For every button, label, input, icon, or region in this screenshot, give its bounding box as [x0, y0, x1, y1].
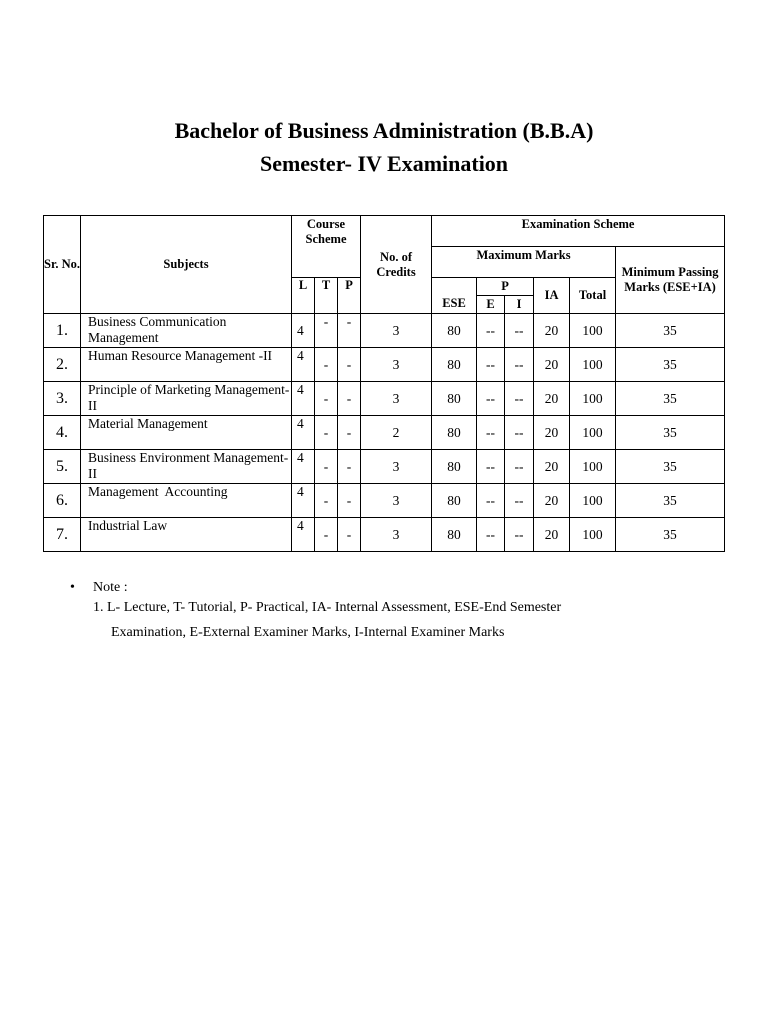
subject-cell: Industrial Law — [81, 518, 292, 552]
sr-cell: 4. — [44, 416, 81, 450]
subject-cell: Business Environment Management-II — [81, 450, 292, 484]
total-cell: 100 — [570, 484, 616, 518]
table-row — [44, 314, 725, 348]
ia-cell: 20 — [534, 348, 570, 382]
i-cell: -- — [505, 314, 534, 348]
e-cell: -- — [477, 450, 505, 484]
subject-cell: Material Management — [81, 416, 292, 450]
total-cell: 100 — [570, 416, 616, 450]
ese-cell: 80 — [432, 348, 477, 382]
e-header: E — [477, 296, 505, 314]
credits-cell: 3 — [361, 484, 432, 518]
ia-cell: 20 — [534, 416, 570, 450]
table-row — [44, 484, 725, 518]
credits-cell: 3 — [361, 314, 432, 348]
l-cell: 4 — [292, 382, 315, 416]
e-cell: -- — [477, 416, 505, 450]
credits-cell: 3 — [361, 382, 432, 416]
bullet-icon: • — [70, 580, 75, 595]
table-row — [44, 416, 725, 450]
p-cell: - — [338, 518, 361, 552]
min-passing-cell: 35 — [616, 518, 725, 552]
total-cell: 100 — [570, 348, 616, 382]
e-cell: -- — [477, 314, 505, 348]
sr-cell: 5. — [44, 450, 81, 484]
ese-cell: 80 — [432, 382, 477, 416]
credits-cell: 3 — [361, 450, 432, 484]
table-row — [44, 382, 725, 416]
i-cell: -- — [505, 450, 534, 484]
min-passing-header: Minimum Passing Marks (ESE+IA) — [616, 247, 725, 314]
note-label: Note : — [93, 580, 128, 595]
t-cell: - — [315, 348, 338, 382]
ia-cell: 20 — [534, 450, 570, 484]
ia-cell: 20 — [534, 518, 570, 552]
ia-header: IA — [534, 278, 570, 314]
table-row — [44, 450, 725, 484]
i-cell: -- — [505, 348, 534, 382]
t-cell: - — [315, 450, 338, 484]
total-cell: 100 — [570, 450, 616, 484]
sr-no-header: Sr. No. — [44, 216, 81, 314]
p-cell: - — [338, 484, 361, 518]
l-cell: 4 — [292, 314, 315, 348]
note-text-line2: Examination, E-External Examiner Marks, I-Internal Examiner Marks — [111, 625, 505, 640]
ese-cell: 80 — [432, 416, 477, 450]
e-cell: -- — [477, 518, 505, 552]
ese-header: ESE — [432, 278, 477, 314]
l-cell: 4 — [292, 484, 315, 518]
credits-header: No. of Credits — [361, 216, 432, 314]
ia-cell: 20 — [534, 314, 570, 348]
p-cell: - — [338, 382, 361, 416]
subject-cell: Human Resource Management -II — [81, 348, 292, 382]
exam-scheme-table — [43, 215, 725, 552]
p-header: P — [338, 278, 361, 314]
document-subtitle: Semester- IV Examination — [259, 151, 509, 176]
t-cell: - — [315, 416, 338, 450]
l-cell: 4 — [292, 450, 315, 484]
l-cell: 4 — [292, 416, 315, 450]
credits-cell: 3 — [361, 518, 432, 552]
l-header: L — [292, 278, 315, 314]
p-marks-header: P — [477, 278, 534, 296]
subject-cell: Management Accounting — [81, 484, 292, 518]
p-cell: - — [338, 416, 361, 450]
min-passing-cell: 35 — [616, 484, 725, 518]
i-cell: -- — [505, 416, 534, 450]
max-marks-header: Maximum Marks — [432, 247, 616, 278]
t-cell: - — [315, 484, 338, 518]
exam-scheme-header: Examination Scheme — [432, 216, 725, 247]
note-text-line1: 1. L- Lecture, T- Tutorial, P- Practical, IA- Internal Assessment, ESE-End Semester — [93, 600, 562, 615]
e-cell: -- — [477, 382, 505, 416]
sr-cell: 7. — [44, 518, 81, 552]
sr-cell: 2. — [44, 348, 81, 382]
i-cell: -- — [505, 382, 534, 416]
sr-cell: 1. — [44, 314, 81, 348]
min-passing-cell: 35 — [616, 416, 725, 450]
p-cell: - — [338, 348, 361, 382]
ese-cell: 80 — [432, 450, 477, 484]
sr-cell: 6. — [44, 484, 81, 518]
table-row — [44, 518, 725, 552]
e-cell: -- — [477, 348, 505, 382]
ese-cell: 80 — [432, 314, 477, 348]
subject-cell: Principle of Marketing Management-II — [81, 382, 292, 416]
i-header: I — [505, 296, 534, 314]
total-cell: 100 — [570, 382, 616, 416]
total-cell: 100 — [570, 518, 616, 552]
course-scheme-header: Course Scheme — [292, 216, 361, 278]
min-passing-cell: 35 — [616, 314, 725, 348]
p-cell: - — [338, 314, 361, 348]
ia-cell: 20 — [534, 484, 570, 518]
total-cell: 100 — [570, 314, 616, 348]
t-cell: - — [315, 518, 338, 552]
min-passing-cell: 35 — [616, 450, 725, 484]
ia-cell: 20 — [534, 382, 570, 416]
ese-cell: 80 — [432, 518, 477, 552]
p-cell: - — [338, 450, 361, 484]
table-row — [44, 348, 725, 382]
subject-cell: Business Communication Management — [81, 314, 292, 348]
l-cell: 4 — [292, 348, 315, 382]
min-passing-cell: 35 — [616, 348, 725, 382]
e-cell: -- — [477, 484, 505, 518]
t-cell: - — [315, 314, 338, 348]
i-cell: -- — [505, 518, 534, 552]
ese-cell: 80 — [432, 484, 477, 518]
t-header: T — [315, 278, 338, 314]
sr-cell: 3. — [44, 382, 81, 416]
t-cell: - — [315, 382, 338, 416]
credits-cell: 2 — [361, 416, 432, 450]
total-header: Total — [570, 278, 616, 314]
subjects-header: Subjects — [81, 216, 292, 314]
l-cell: 4 — [292, 518, 315, 552]
credits-cell: 3 — [361, 348, 432, 382]
min-passing-cell: 35 — [616, 382, 725, 416]
document-title: Bachelor of Business Administration (B.B.A) — [174, 118, 594, 143]
i-cell: -- — [505, 484, 534, 518]
